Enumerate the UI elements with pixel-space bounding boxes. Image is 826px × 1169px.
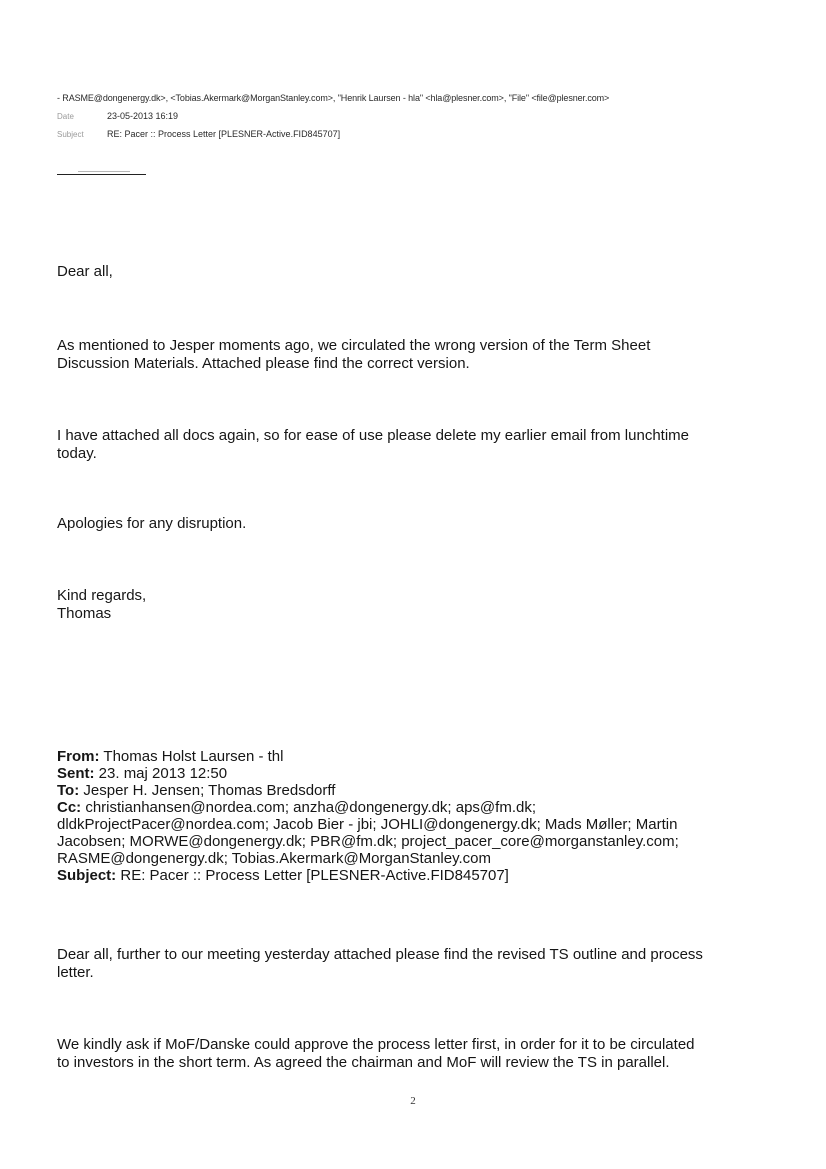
paragraph-line: letter. (57, 964, 94, 981)
header-recipients-text: - RASME@dongenergy.dk>, <Tobias.Akermark@MorganStanley.com>, "Henrik Laursen - hla" <hla@plesner.com>, "File" <file@plesner.com> (57, 93, 610, 103)
forwarded-to-label: To: (57, 782, 80, 799)
forwarded-cc-line: christianhansen@nordea.com; anzha@dongenergy.dk; aps@fm.dk; (85, 799, 536, 816)
header-subject-row (57, 129, 340, 139)
forwarded-cc-label: Cc: (57, 799, 82, 816)
forwarded-from-label: From: (57, 748, 100, 765)
forwarded-subject-value: RE: Pacer :: Process Letter [PLESNER-Active.FID845707] (120, 867, 509, 884)
paragraph-line: As mentioned to Jesper moments ago, we circulated the wrong version of the Term Sheet (57, 337, 651, 354)
forwarded-subject-row (57, 867, 769, 884)
message-paragraph-3: Apologies for any disruption. (57, 515, 247, 532)
page-number: 2 (410, 1095, 416, 1107)
header-recipients (57, 93, 609, 103)
forwarded-sent-value: 23. maj 2013 12:50 (98, 765, 228, 782)
paragraph-line: to investors in the short term. As agreed the chairman and MoF will review the TS in parallel. (57, 1054, 670, 1071)
paragraph-line: Dear all, further to our meeting yesterday attached please find the revised TS outline and process (57, 946, 703, 963)
forwarded-sent-row (57, 765, 769, 782)
paragraph-line: I have attached all docs again, so for ease of use please delete my earlier email from lunchtime (57, 427, 690, 444)
separator-shadow (78, 171, 130, 172)
header-subject-value: RE: Pacer :: Process Letter [PLESNER-Active.FID845707] (107, 129, 341, 139)
forwarded-cc-line: Jacobsen; MORWE@dongenergy.dk; PBR@fm.dk; project_pacer_core@morganstanley.com; (57, 833, 679, 850)
header-date-label: Date (57, 112, 74, 121)
message-paragraph-1 (57, 337, 757, 373)
separator-line (57, 174, 146, 175)
message-signoff: Kind regards, (57, 587, 147, 604)
forwarded-cc-line: RASME@dongenergy.dk; Tobias.Akermark@MorganStanley.com (57, 850, 491, 867)
forwarded-paragraph-1 (57, 946, 769, 982)
forwarded-sent-label: Sent: (57, 765, 95, 782)
header-date-value: 23-05-2013 16:19 (107, 111, 179, 121)
forwarded-to-value: Jesper H. Jensen; Thomas Bredsdorff (83, 782, 336, 799)
forwarded-from-row (57, 748, 769, 765)
header-date-row (57, 111, 178, 121)
paragraph-line: today. (57, 445, 97, 462)
message-paragraph-2 (57, 427, 757, 463)
forwarded-paragraph-2 (57, 1036, 769, 1072)
message-signature-name: Thomas (57, 605, 112, 622)
paragraph-line: Discussion Materials. Attached please find the correct version. (57, 355, 470, 372)
forwarded-cc-row (57, 799, 769, 867)
forwarded-subject-label: Subject: (57, 867, 117, 884)
forwarded-to-row (57, 782, 769, 799)
forwarded-from-value: Thomas Holst Laursen - thl (103, 748, 284, 765)
forwarded-cc-line: dldkProjectPacer@nordea.com; Jacob Bier - jbi; JOHLI@dongenergy.dk; Mads Møller; Martin (57, 816, 678, 833)
header-subject-label: Subject (57, 130, 84, 139)
paragraph-line: We kindly ask if MoF/Danske could approve the process letter first, in order for it to be circulated (57, 1036, 695, 1053)
message-greeting: Dear all, (57, 263, 113, 280)
